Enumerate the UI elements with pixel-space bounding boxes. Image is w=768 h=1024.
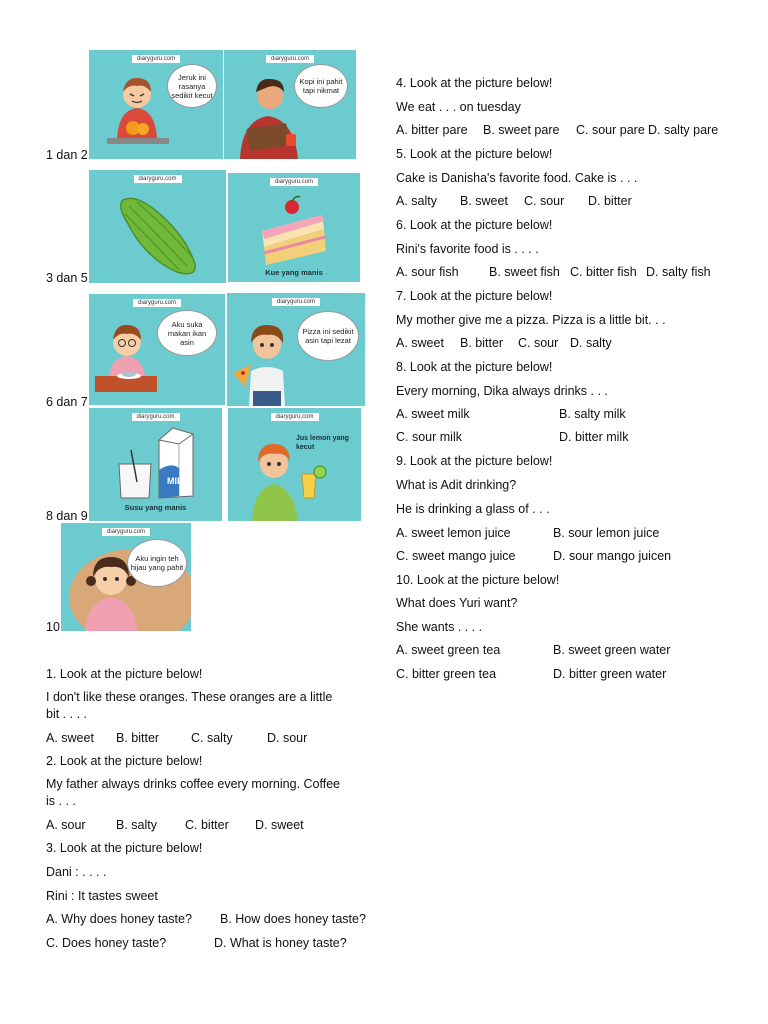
q5-option-b: B. sweet (460, 194, 508, 208)
milk-label-text: MILK (167, 476, 189, 486)
q6-option-d: D. salty fish (646, 265, 711, 279)
picture-card-cake (228, 173, 360, 282)
q10-option-b: B. sweet green water (553, 643, 671, 657)
q2-option-c: C. bitter (185, 818, 229, 832)
watermark: diaryguru.com (133, 175, 181, 183)
q2-option-b: B. salty (116, 818, 157, 832)
q3-option-b: B. How does honey taste? (220, 912, 366, 926)
q8-option-b: B. salty milk (559, 407, 626, 421)
row-label-1-2: 1 dan 2 (46, 148, 88, 162)
q3-option-d: D. What is honey taste? (214, 936, 347, 950)
row-label-8-9: 8 dan 9 (46, 509, 88, 523)
q2-option-a: A. sour (46, 818, 86, 832)
card-caption: Susu yang manis (124, 503, 187, 512)
card-caption: Jus lemon yang kecut (296, 435, 349, 451)
q6-option-b: B. sweet fish (489, 265, 560, 279)
watermark: diaryguru.com (272, 298, 320, 306)
q4-option-b: B. sweet pare (483, 123, 560, 137)
girl-eating-fish-illustration (95, 314, 165, 405)
q10-stem-cont: She wants . . . . (396, 620, 483, 634)
q9-option-a: A. sweet lemon juice (396, 526, 511, 540)
q1-option-d: D. sour (267, 731, 308, 745)
q7-option-d: D. salty (570, 336, 612, 350)
q10-option-d: D. bitter green water (553, 667, 667, 681)
cake-slice-illustration (258, 195, 330, 267)
row-label-3-5: 3 dan 5 (46, 271, 88, 285)
q4-prompt: 4. Look at the picture below! (396, 76, 553, 90)
q1-stem-cont: bit . . . . (46, 707, 87, 721)
q6-stem: Rini's favorite food is . . . . (396, 242, 539, 256)
picture-card-bitter-melon (89, 170, 226, 283)
q8-prompt: 8. Look at the picture below! (396, 360, 553, 374)
picture-card-milk (89, 408, 222, 521)
speech-bubble: Jeruk ini rasanya sedikit kecut (167, 64, 217, 108)
picture-card-pizza-boy (227, 293, 365, 406)
q8-option-d: D. bitter milk (559, 430, 629, 444)
q9-stem: What is Adit drinking? (396, 478, 517, 492)
q1-option-b: B. bitter (116, 731, 160, 745)
q2-stem-cont: is . . . (46, 794, 76, 808)
watermark: diaryguru.com (270, 413, 318, 421)
watermark: diaryguru.com (132, 55, 180, 63)
speech-bubble: Aku ingin teh hijau yang pahit (127, 539, 187, 587)
q7-option-a: A. sweet (396, 336, 444, 350)
watermark: diaryguru.com (131, 413, 179, 421)
q3-option-c: C. Does honey taste? (46, 936, 167, 950)
watermark: diaryguru.com (270, 178, 318, 186)
row-label-6-7: 6 dan 7 (46, 395, 88, 409)
milk-carton-glass-illustration (115, 426, 199, 502)
picture-card-green-tea-girl (61, 523, 191, 631)
q10-option-a: A. sweet green tea (396, 643, 501, 657)
q2-option-d: D. sweet (255, 818, 304, 832)
girl-eating-orange-illustration (99, 68, 174, 156)
q3-option-a: A. Why does honey taste? (46, 912, 192, 926)
picture-card-salty-fish-girl (89, 294, 225, 405)
q1-stem: I don't like these oranges. These oranges are a little (46, 690, 333, 704)
q3-line-rini: Rini : It tastes sweet (46, 889, 158, 903)
speech-bubble: Kopi ini pahit tapi nikmat (294, 64, 348, 108)
q10-prompt: 10. Look at the picture below! (396, 573, 560, 587)
q5-option-a: A. salty (396, 194, 437, 208)
picture-card-orange-girl (89, 50, 223, 159)
q1-option-a: A. sweet (46, 731, 94, 745)
q2-stem: My father always drinks coffee every morning. Coffee (46, 777, 341, 791)
speech-bubble: Aku suka makan ikan asin (157, 310, 217, 356)
q8-option-c: C. sour milk (396, 430, 462, 444)
q10-option-c: C. bitter green tea (396, 667, 497, 681)
q4-stem: We eat . . . on tuesday (396, 100, 521, 114)
q4-option-d: D. salty pare (648, 123, 719, 137)
q3-prompt: 3. Look at the picture below! (46, 841, 203, 855)
row-label-10: 10 (46, 620, 60, 634)
q9-prompt: 9. Look at the picture below! (396, 454, 553, 468)
q9-option-d: D. sour mango juicen (553, 549, 672, 563)
q10-stem: What does Yuri want? (396, 596, 518, 610)
watermark: diaryguru.com (133, 299, 181, 307)
q3-line-dani: Dani : . . . . (46, 865, 107, 879)
bitter-melon-illustration (115, 192, 205, 278)
q8-option-a: A. sweet milk (396, 407, 470, 421)
q6-option-a: A. sour fish (396, 265, 459, 279)
q2-prompt: 2. Look at the picture below! (46, 754, 203, 768)
q4-option-a: A. bitter pare (396, 123, 468, 137)
q4-option-c: C. sour pare (576, 123, 645, 137)
q9-option-b: B. sour lemon juice (553, 526, 660, 540)
q7-option-c: C. sour (518, 336, 559, 350)
q5-option-d: D. bitter (588, 194, 632, 208)
speech-bubble: Pizza ini sedikit asin tapi lezat (297, 311, 359, 361)
q8-stem: Every morning, Dika always drinks . . . (396, 384, 608, 398)
q7-option-b: B. bitter (460, 336, 504, 350)
q6-prompt: 6. Look at the picture below! (396, 218, 553, 232)
q5-stem: Cake is Danisha's favorite food. Cake is . . . (396, 171, 638, 185)
q5-option-c: C. sour (524, 194, 565, 208)
watermark: diaryguru.com (266, 55, 314, 63)
picture-card-lemon-juice-boy (228, 408, 361, 521)
watermark: diaryguru.com (102, 528, 150, 536)
q7-prompt: 7. Look at the picture below! (396, 289, 553, 303)
q1-prompt: 1. Look at the picture below! (46, 667, 203, 681)
q9-stem-cont: He is drinking a glass of . . . (396, 502, 550, 516)
q7-stem: My mother give me a pizza. Pizza is a little bit. . . (396, 313, 666, 327)
picture-card-coffee-man (224, 50, 356, 159)
q5-prompt: 5. Look at the picture below! (396, 147, 553, 161)
q9-option-c: C. sweet mango juice (396, 549, 516, 563)
q1-option-c: C. salty (191, 731, 233, 745)
q6-option-c: C. bitter fish (570, 265, 637, 279)
card-caption: Kue yang manis (265, 268, 323, 277)
boy-with-pizza-illustration (233, 311, 303, 406)
